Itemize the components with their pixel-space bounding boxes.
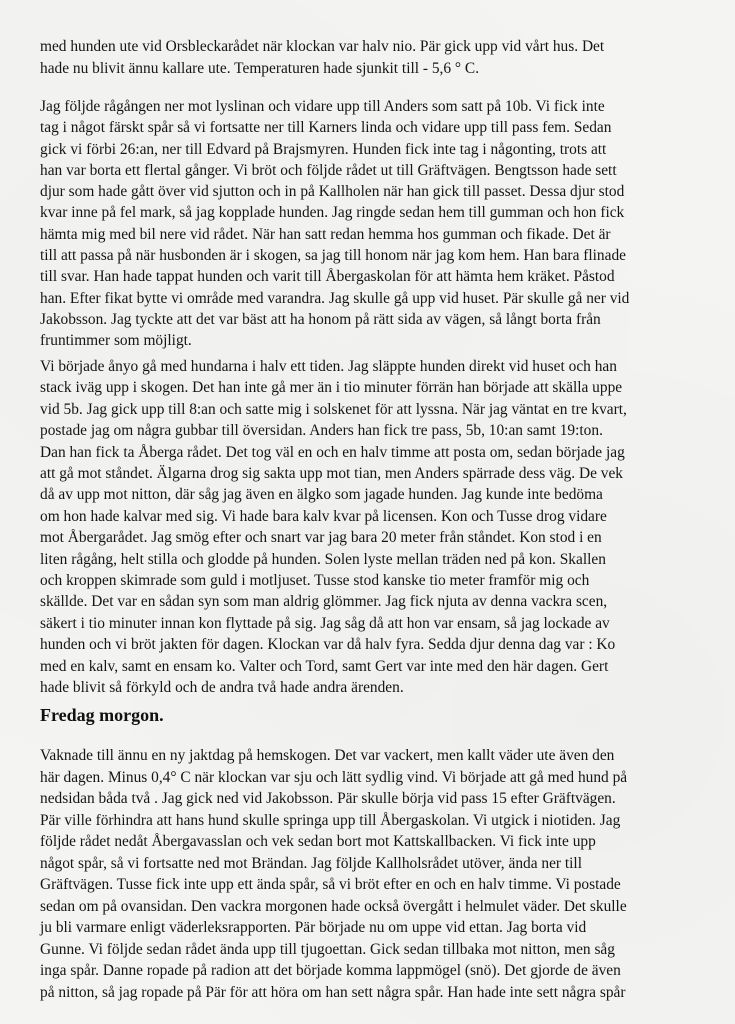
text-line: till att passa på när husbonden är i skogen, sa jag till honom när jag kom hem. Han bara flinade: [40, 247, 626, 265]
text-line: Gräftvägen. Tusse fick inte upp ett ända spår, så vi bröt efter en och en halv timme. Vi postade: [40, 876, 621, 893]
text-line: följde rådet nedåt Åbergavasslan och vek sedan bort mot Kattskallbacken. Vi fick inte upp: [40, 833, 596, 850]
text-line: då av upp mot nitton, där såg jag även en älgko som jagade hunden. Jag kunde inte bedöma: [40, 486, 603, 504]
paragraph-fredag: [40, 745, 705, 1003]
text-line: med en kalv, samt en ensam ko. Valter och Tord, samt Gert var inte med den här dagen. Gert: [40, 657, 609, 675]
text-line: på nitton, så jag ropade på Pär för att höra om han sett några spår. Han hade inte sett några spår: [40, 983, 626, 1001]
text-line: inga spår. Danne ropade på radion att det började komma lappmögel (snö). Det gjorde de även: [40, 962, 621, 979]
text-line: vid 5b. Jag gick upp till 8:an och satte mig i solskenet för att lyssna. När jag väntat en tre kvart,: [40, 400, 627, 418]
text-line: med hunden ute vid Orsbleckarådet när klockan var halv nio. Pär gick upp vid vårt hus. Det: [40, 38, 605, 55]
text-line: och kroppen skimrade som guld i motljuset. Tusse stod kanske tio meter framför mig och: [40, 572, 590, 590]
text-line: stack iväg upp i skogen. Det han inte gå mer än i tio minuter förrän han började att skälla uppe: [40, 379, 623, 397]
text-line: hade nu blivit ännu kallare ute. Temperaturen hade sjunkit till - 5,6 ° C.: [40, 60, 480, 77]
text-line: skällde. Det var en sådan syn som man aldrig glömmer. Jag fick njuta av denna vackra scen,: [40, 593, 608, 611]
section-heading: Fredag morgon.: [40, 705, 164, 725]
text-line: Vi började ånyo gå med hundarna i halv ett tiden. Jag släppte hunden direkt vid huset och han: [40, 358, 617, 375]
text-line: mot Åbergarådet. Jag smög efter och snart var jag bara 20 meter från ståndet. Kon stod i en: [40, 529, 602, 547]
paragraph-continuation: [40, 36, 705, 80]
text-line: ju bli varmare enligt väderleksrapporten. Pär började nu om uppe vid ettan. Jag borta vid: [40, 919, 587, 936]
text-line: Jakobsson. Jag tyckte att det var bäst att ha honom på rätt sida av vägen, så långt borta från: [40, 310, 601, 328]
text-line: hade blivit så förkyld och de andra två hade andra ärenden.: [40, 679, 404, 697]
text-line: han. Efter fikat bytte vi område med varandra. Jag skulle gå upp vid huset. Pär skulle gå ner vid: [40, 289, 630, 307]
text-line: Pär ville förhindra att hans hund skulle springa upp till Åbergaskolan. Vi utgick i niotiden. Jag: [40, 811, 621, 829]
text-line: postade jag om några gubbar till översidan. Anders han fick tre pass, 5b, 10:an samt 19:ton.: [40, 422, 603, 440]
text-line: Vaknade till ännu en ny jaktdag på hemskogen. Det var vackert, men kallt väder ute även den: [40, 747, 615, 764]
text-line: djur som hade gått över vid sjutton och in på Kallholen när han gick till passet. Dessa djur stod: [40, 183, 625, 201]
text-line: att gå mot ståndet. Älgarna drog sig sakta upp mot tian, men Anders spärrade dess väg. De vek: [40, 465, 623, 483]
text-line: hämta mig med bil nere vid rådet. När han satt redan hemma hos gumman och fikade. Det är: [40, 225, 611, 243]
text-line: gick vi förbi 26:an, ner till Edvard på Brajsmyren. Hunden fick inte tag i någonting, trots att: [40, 140, 607, 158]
text-line: Dan han fick ta Åberga rådet. Det tog väl en och en halv timme att posta om, sedan började jag: [40, 443, 625, 461]
text-line: Jag följde rågången ner mot lyslinan och vidare upp till Anders som satt på 10b. Vi fick inte: [40, 98, 605, 115]
text-line: sedan om på ovansidan. Den vackra morgonen hade också övergått i helmulet väder. Det skulle: [40, 897, 627, 915]
text-line: liten rågång, helt stilla och glodde på hunden. Solen lyste mellan träden ned på kon. Skallen: [40, 550, 606, 568]
text-line: säkert i tio minuter innan kon flyttade på sig. Jag såg då att hon var ensam, så jag lockade av: [40, 614, 610, 632]
paragraph-hundarna: [40, 356, 705, 699]
text-line: tag i något färskt spår så vi fortsatte ner till Karners linda och vidare upp till pass fem. Sedan: [40, 119, 612, 137]
text-line: Gunne. Vi följde sedan rådet ända upp till tjugoettan. Gick sedan tillbaka mot nitton, men såg: [40, 940, 615, 958]
text-line: nedsidan båda två . Jag gick ned vid Jakobsson. Pär skulle börja vid pass 15 efter Gräftvägen.: [40, 790, 616, 807]
text-line: här dagen. Minus 0,4° C när klockan var sju och lätt sydlig vind. Vi började att gå med hund på: [40, 768, 628, 786]
text-line: han var borta ett flertal gånger. Vi bröt och följde rådet ut till Gräftvägen. Bengtsson hade sett: [40, 161, 617, 179]
paragraph-ragangen: [40, 96, 705, 352]
text-line: hunden och vi bröt jakten för dagen. Klockan var då halv fyra. Sedda djur denna dag var : Ko: [40, 636, 616, 654]
text-line: om hon hade kalvar med sig. Vi hade bara kalv kvar på licensen. Kon och Tusse drog vidare: [40, 507, 607, 525]
text-line: fruntimmer som möjligt.: [40, 332, 192, 350]
text-line: till svar. Han hade tappat hunden och varit till Åbergaskolan för att hämta hem kräket. Påstod: [40, 268, 615, 286]
text-line: något spår, så vi fortsatte ned mot Brändan. Jag följde Kallholsrådet utöver, ända ner till: [40, 854, 582, 872]
text-line: kvar inne på fel mark, så jag kopplade hunden. Jag ringde sedan hem till gumman och hon fick: [40, 204, 625, 222]
